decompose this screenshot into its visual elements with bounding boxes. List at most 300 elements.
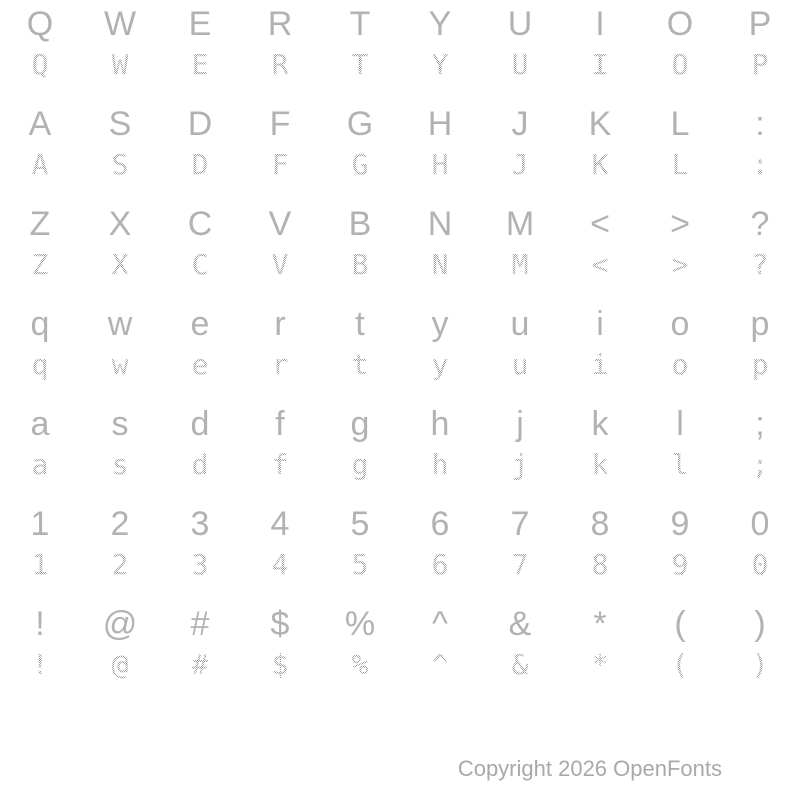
glyph-cell: [80, 400, 160, 448]
glyph-row-pair: [0, 400, 800, 500]
glyph-cell: [640, 148, 720, 200]
glyph-cell: [480, 200, 560, 248]
glyph-cell: [160, 348, 240, 400]
reference-glyph: F: [269, 105, 291, 143]
glyph-cell: [0, 348, 80, 400]
preview-glyph: O: [671, 48, 689, 81]
reference-glyph: W: [103, 5, 137, 43]
reference-glyph-row: [0, 0, 800, 48]
reference-glyph: d: [190, 405, 210, 443]
preview-glyph: 9: [671, 548, 689, 581]
preview-glyph: 2: [111, 548, 129, 581]
glyph-cell: [480, 248, 560, 300]
reference-glyph: N: [427, 205, 453, 243]
reference-glyph: q: [30, 305, 50, 343]
glyph-cell: [160, 300, 240, 348]
reference-glyph: l: [676, 405, 684, 443]
preview-glyph: 4: [271, 548, 289, 581]
reference-glyph: <: [590, 205, 610, 243]
glyph-cell: [240, 300, 320, 348]
glyph-cell: [480, 48, 560, 100]
reference-glyph-row: [0, 400, 800, 448]
preview-glyph: s: [111, 448, 129, 481]
preview-glyph: u: [511, 348, 529, 381]
glyph-cell: [400, 448, 480, 500]
glyph-cell: [320, 0, 400, 48]
reference-glyph: V: [268, 205, 292, 243]
reference-glyph: :: [755, 105, 765, 143]
preview-glyph: ;: [751, 448, 769, 481]
glyph-cell: [400, 300, 480, 348]
glyph-cell: [0, 448, 80, 500]
reference-glyph: P: [748, 5, 772, 43]
glyph-cell: [560, 300, 640, 348]
glyph-cell: [160, 0, 240, 48]
reference-glyph: w: [107, 305, 133, 343]
preview-glyph-row: [0, 648, 800, 700]
glyph-cell: [80, 0, 160, 48]
reference-glyph: ?: [750, 205, 770, 243]
glyph-cell: [560, 448, 640, 500]
reference-glyph: R: [267, 5, 293, 43]
glyph-cell: [240, 600, 320, 648]
glyph-cell: [640, 548, 720, 600]
glyph-cell: [400, 100, 480, 148]
preview-glyph: y: [431, 348, 449, 381]
glyph-cell: [320, 500, 400, 548]
glyph-cell: [480, 448, 560, 500]
glyph-cell: [560, 400, 640, 448]
reference-glyph: s: [111, 405, 129, 443]
reference-glyph: 8: [590, 505, 610, 543]
glyph-cell: [320, 648, 400, 700]
reference-glyph: G: [346, 105, 374, 143]
glyph-cell: [320, 200, 400, 248]
glyph-cell: [240, 148, 320, 200]
preview-glyph: d: [191, 448, 209, 481]
glyph-cell: [640, 0, 720, 48]
preview-glyph: !: [31, 648, 49, 681]
glyph-cell: [400, 500, 480, 548]
preview-glyph: E: [191, 48, 209, 81]
reference-glyph: !: [35, 605, 45, 643]
glyph-cell: [400, 348, 480, 400]
glyph-cell: [640, 200, 720, 248]
reference-glyph: A: [28, 105, 52, 143]
glyph-cell: [0, 148, 80, 200]
glyph-cell: [720, 348, 800, 400]
glyph-cell: [480, 648, 560, 700]
reference-glyph: 4: [270, 505, 290, 543]
preview-glyph: L: [671, 148, 689, 181]
glyph-cell: [560, 348, 640, 400]
reference-glyph: e: [190, 305, 210, 343]
glyph-cell: [640, 48, 720, 100]
reference-glyph: $: [270, 605, 290, 643]
preview-glyph: Y: [431, 48, 449, 81]
reference-glyph: 1: [30, 505, 50, 543]
glyph-cell: [480, 548, 560, 600]
glyph-cell: [720, 548, 800, 600]
reference-glyph: I: [595, 5, 605, 43]
preview-glyph: 3: [191, 548, 209, 581]
glyph-cell: [720, 148, 800, 200]
reference-glyph: g: [350, 405, 370, 443]
preview-glyph: Z: [31, 248, 49, 281]
glyph-cell: [480, 348, 560, 400]
glyph-cell: [320, 548, 400, 600]
glyph-row-pair: [0, 100, 800, 200]
glyph-cell: [80, 348, 160, 400]
preview-glyph-row: [0, 448, 800, 500]
glyph-cell: [720, 400, 800, 448]
glyph-cell: [320, 300, 400, 348]
reference-glyph: Y: [428, 5, 452, 43]
preview-glyph: $: [271, 648, 289, 681]
preview-glyph-row: [0, 48, 800, 100]
glyph-cell: [400, 48, 480, 100]
glyph-cell: [560, 148, 640, 200]
preview-glyph: f: [271, 448, 289, 481]
preview-glyph: 1: [31, 548, 49, 581]
preview-glyph-row: [0, 348, 800, 400]
reference-glyph: h: [430, 405, 450, 443]
glyph-cell: [560, 0, 640, 48]
reference-glyph: Q: [26, 5, 54, 43]
glyph-cell: [80, 100, 160, 148]
preview-glyph-row: [0, 548, 800, 600]
preview-glyph: w: [111, 348, 129, 381]
glyph-cell: [80, 548, 160, 600]
glyph-cell: [560, 548, 640, 600]
glyph-cell: [240, 0, 320, 48]
glyph-cell: [0, 648, 80, 700]
glyph-cell: [80, 248, 160, 300]
reference-glyph: D: [187, 105, 213, 143]
glyph-cell: [0, 600, 80, 648]
preview-glyph-row: [0, 248, 800, 300]
glyph-cell: [0, 0, 80, 48]
glyph-cell: [320, 48, 400, 100]
preview-glyph: R: [271, 48, 289, 81]
glyph-cell: [560, 100, 640, 148]
glyph-cell: [640, 100, 720, 148]
preview-glyph: @: [111, 648, 129, 681]
reference-glyph: T: [349, 5, 371, 43]
reference-glyph: 3: [190, 505, 210, 543]
preview-glyph: l: [671, 448, 689, 481]
glyph-cell: [400, 600, 480, 648]
glyph-cell: [80, 48, 160, 100]
glyph-cell: [480, 500, 560, 548]
glyph-row-pair: [0, 200, 800, 300]
reference-glyph: L: [670, 105, 690, 143]
preview-glyph: D: [191, 148, 209, 181]
reference-glyph: j: [516, 405, 524, 443]
preview-glyph: 7: [511, 548, 529, 581]
glyph-cell: [160, 200, 240, 248]
glyph-cell: [560, 648, 640, 700]
glyph-cell: [0, 300, 80, 348]
glyph-cell: [240, 348, 320, 400]
reference-glyph: 6: [430, 505, 450, 543]
preview-glyph: W: [111, 48, 129, 81]
glyph-cell: [160, 400, 240, 448]
glyph-cell: [400, 248, 480, 300]
glyph-cell: [80, 448, 160, 500]
reference-glyph: %: [344, 605, 376, 643]
glyph-cell: [400, 148, 480, 200]
reference-glyph: y: [431, 305, 449, 343]
reference-glyph: Z: [29, 205, 51, 243]
reference-glyph: C: [187, 205, 213, 243]
glyph-cell: [480, 300, 560, 348]
preview-glyph: k: [591, 448, 609, 481]
reference-glyph: K: [588, 105, 612, 143]
reference-glyph: r: [274, 305, 286, 343]
glyph-cell: [480, 100, 560, 148]
reference-glyph: u: [510, 305, 530, 343]
glyph-cell: [320, 148, 400, 200]
glyph-cell: [320, 600, 400, 648]
preview-glyph: 8: [591, 548, 609, 581]
glyph-cell: [560, 248, 640, 300]
preview-glyph: #: [191, 648, 209, 681]
glyph-cell: [80, 648, 160, 700]
reference-glyph: 0: [750, 505, 770, 543]
glyph-cell: [240, 248, 320, 300]
reference-glyph: X: [108, 205, 132, 243]
glyph-cell: [240, 48, 320, 100]
reference-glyph: (: [674, 605, 686, 643]
glyph-cell: [480, 148, 560, 200]
glyph-cell: [640, 248, 720, 300]
glyph-cell: [560, 200, 640, 248]
glyph-cell: [240, 548, 320, 600]
glyph-cell: [240, 100, 320, 148]
glyph-cell: [720, 48, 800, 100]
glyph-cell: [560, 500, 640, 548]
glyph-cell: [0, 100, 80, 148]
glyph-cell: [480, 400, 560, 448]
reference-glyph: O: [666, 5, 694, 43]
glyph-cell: [320, 348, 400, 400]
preview-glyph: e: [191, 348, 209, 381]
reference-glyph-row: [0, 200, 800, 248]
preview-glyph: (: [671, 648, 689, 681]
preview-glyph: 6: [431, 548, 449, 581]
glyph-cell: [640, 300, 720, 348]
glyph-cell: [320, 400, 400, 448]
preview-glyph: &: [511, 648, 529, 681]
glyph-row-pair: [0, 0, 800, 100]
preview-glyph: B: [351, 248, 369, 281]
glyph-cell: [480, 600, 560, 648]
glyph-cell: [0, 248, 80, 300]
glyph-cell: [80, 200, 160, 248]
glyph-cell: [0, 48, 80, 100]
reference-glyph: S: [108, 105, 132, 143]
reference-glyph-row: [0, 500, 800, 548]
preview-glyph: >: [671, 248, 689, 281]
reference-glyph: 5: [350, 505, 370, 543]
glyph-cell: [720, 500, 800, 548]
reference-glyph: p: [750, 305, 770, 343]
glyph-cell: [320, 448, 400, 500]
preview-glyph: G: [351, 148, 369, 181]
copyright-notice: Copyright 2026 OpenFonts: [457, 756, 722, 781]
preview-glyph: K: [591, 148, 609, 181]
glyph-cell: [0, 500, 80, 548]
glyph-cell: [400, 548, 480, 600]
reference-glyph: 7: [510, 505, 530, 543]
glyph-cell: [640, 400, 720, 448]
reference-glyph: ): [754, 605, 766, 643]
glyph-cell: [720, 100, 800, 148]
glyph-cell: [400, 648, 480, 700]
preview-glyph: *: [591, 648, 609, 681]
preview-glyph: t: [351, 348, 369, 381]
glyph-cell: [720, 200, 800, 248]
glyph-cell: [640, 448, 720, 500]
glyph-cell: [0, 200, 80, 248]
glyph-cell: [720, 248, 800, 300]
glyph-cell: [160, 48, 240, 100]
preview-glyph: 0: [751, 548, 769, 581]
reference-glyph: #: [190, 605, 210, 643]
preview-glyph: ): [751, 648, 769, 681]
glyph-cell: [400, 0, 480, 48]
reference-glyph: B: [348, 205, 372, 243]
glyph-cell: [720, 0, 800, 48]
glyph-cell: [400, 200, 480, 248]
reference-glyph: ;: [755, 405, 765, 443]
glyph-cell: [240, 400, 320, 448]
preview-glyph: X: [111, 248, 129, 281]
glyph-cell: [640, 348, 720, 400]
glyph-cell: [640, 500, 720, 548]
preview-glyph: T: [351, 48, 369, 81]
preview-glyph: p: [751, 348, 769, 381]
glyph-cell: [480, 0, 560, 48]
glyph-cell: [160, 248, 240, 300]
reference-glyph: M: [505, 205, 535, 243]
reference-glyph: H: [427, 105, 453, 143]
glyph-cell: [640, 600, 720, 648]
preview-glyph: M: [511, 248, 529, 281]
preview-glyph: a: [31, 448, 49, 481]
reference-glyph: o: [670, 305, 690, 343]
reference-glyph: U: [507, 5, 533, 43]
preview-glyph: U: [511, 48, 529, 81]
preview-glyph: g: [351, 448, 369, 481]
reference-glyph: >: [670, 205, 690, 243]
preview-glyph: r: [271, 348, 289, 381]
reference-glyph: E: [188, 5, 212, 43]
reference-glyph: *: [593, 605, 607, 643]
glyph-cell: [640, 648, 720, 700]
preview-glyph: H: [431, 148, 449, 181]
glyph-cell: [240, 648, 320, 700]
preview-glyph: %: [351, 648, 369, 681]
glyph-cell: [240, 448, 320, 500]
preview-glyph: :: [751, 148, 769, 181]
reference-glyph: t: [355, 305, 365, 343]
reference-glyph-row: [0, 300, 800, 348]
glyph-cell: [0, 548, 80, 600]
preview-glyph-row: [0, 148, 800, 200]
glyph-cell: [160, 548, 240, 600]
glyph-cell: [560, 600, 640, 648]
preview-glyph: V: [271, 248, 289, 281]
glyph-row-pair: [0, 300, 800, 400]
glyph-cell: [720, 300, 800, 348]
preview-glyph: ^: [431, 648, 449, 681]
glyph-cell: [720, 600, 800, 648]
glyph-cell: [160, 448, 240, 500]
preview-glyph: q: [31, 348, 49, 381]
glyph-cell: [560, 48, 640, 100]
glyph-cell: [720, 648, 800, 700]
reference-glyph: J: [511, 105, 529, 143]
preview-glyph: o: [671, 348, 689, 381]
glyph-cell: [160, 148, 240, 200]
reference-glyph: k: [591, 405, 609, 443]
preview-glyph: J: [511, 148, 529, 181]
preview-glyph: i: [591, 348, 609, 381]
preview-glyph: F: [271, 148, 289, 181]
preview-glyph: Q: [31, 48, 49, 81]
preview-glyph: j: [511, 448, 529, 481]
preview-glyph: <: [591, 248, 609, 281]
reference-glyph: 2: [110, 505, 130, 543]
reference-glyph: &: [508, 605, 532, 643]
preview-glyph: h: [431, 448, 449, 481]
glyph-cell: [240, 200, 320, 248]
preview-glyph: S: [111, 148, 129, 181]
glyph-cell: [160, 500, 240, 548]
reference-glyph: f: [275, 405, 285, 443]
reference-glyph: i: [596, 305, 604, 343]
reference-glyph-row: [0, 600, 800, 648]
reference-glyph: 9: [670, 505, 690, 543]
preview-glyph: 5: [351, 548, 369, 581]
preview-glyph: P: [751, 48, 769, 81]
glyph-cell: [0, 400, 80, 448]
reference-glyph-row: [0, 100, 800, 148]
glyph-row-pair: [0, 500, 800, 600]
glyph-cell: [80, 600, 160, 648]
glyph-cell: [320, 248, 400, 300]
preview-glyph: N: [431, 248, 449, 281]
glyph-cell: [320, 100, 400, 148]
glyph-cell: [240, 500, 320, 548]
preview-glyph: A: [31, 148, 49, 181]
preview-glyph: I: [591, 48, 609, 81]
glyph-row-pair: [0, 600, 800, 700]
reference-glyph: ^: [432, 605, 448, 643]
glyph-cell: [80, 300, 160, 348]
glyph-cell: [80, 148, 160, 200]
glyph-cell: [160, 100, 240, 148]
glyph-cell: [160, 648, 240, 700]
preview-glyph: ?: [751, 248, 769, 281]
preview-glyph: C: [191, 248, 209, 281]
reference-glyph: a: [30, 405, 50, 443]
glyph-cell: [720, 448, 800, 500]
glyph-cell: [80, 500, 160, 548]
reference-glyph: @: [102, 605, 138, 643]
